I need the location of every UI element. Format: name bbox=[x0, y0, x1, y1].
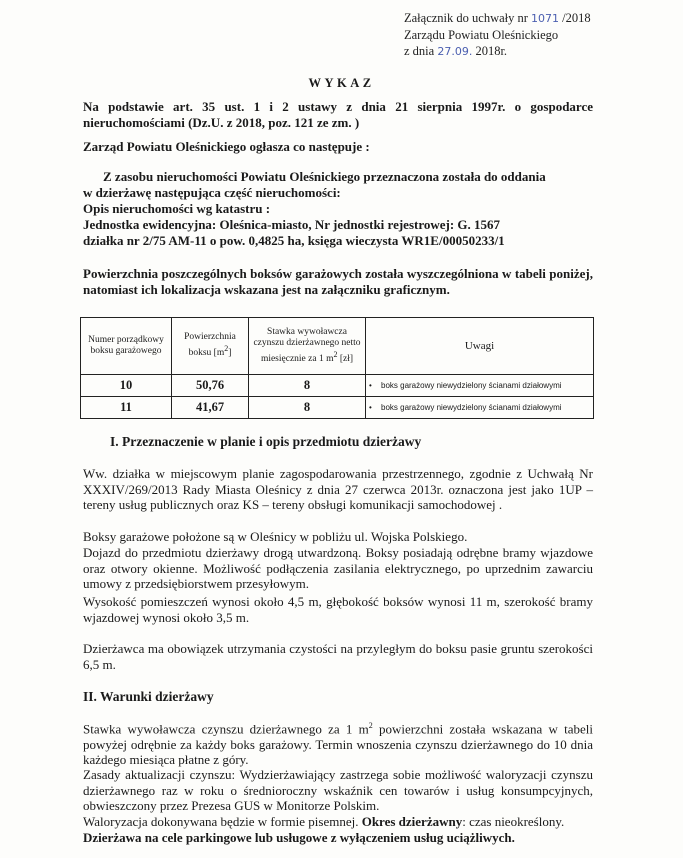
cell-remark: • boks garażowy niewydzielony ścianami działowymi bbox=[366, 375, 594, 397]
cell-rate: 8 bbox=[249, 397, 366, 419]
term-label: Okres dzierżawny bbox=[361, 814, 463, 829]
area-note: Powierzchnia poszczególnych boksów garażowych została wyszczególniona w tabeli poniżej, natomiast ich lokalizacja wskazana jest na załączniku graficznym. bbox=[83, 266, 593, 297]
rent-terms: Stawka wywoławcza czynszu dzierżawnego za 1 $m^2$ powierzchni została wskazana w tabeli powyżej odrębnie za każdy boks garażowy. Termin wnoszenia czynszu dzierżawnego do 10 dnia każdego miesiąca płatne z góry. bbox=[83, 721, 594, 768]
cell-remark: • boks garażowy niewydzielony ścianami działowymi bbox=[366, 397, 594, 419]
dimensions: Wysokość pomieszczeń wynosi około 4,5 m, głębokość boksów wynosi 11 m, szerokość bramy wjazdowej wynosi około 3,5 m. bbox=[83, 594, 593, 625]
attachment-header bbox=[404, 10, 591, 60]
table-row bbox=[81, 375, 594, 397]
legal-basis: Na podstawie art. 35 ust. 1 i 2 ustawy z dnia 21 sierpnia 1997r. o gospodarce nieruchomościami (Dz.U. z 2018, poz. 121 ze zm. ) bbox=[83, 99, 593, 130]
lease-line-2: w dzierżawę następująca część nieruchomości: bbox=[83, 185, 341, 200]
document-title: WYKAZ bbox=[308, 76, 375, 90]
tenant-duty: Dzierżawca ma obowiązek utrzymania czystości na przyległym do boksu pasie gruntu szerokości 6,5 m. bbox=[83, 641, 593, 672]
bullet-icon: • bbox=[369, 380, 372, 390]
valorisation: Waloryzacja dokonywana będzie w formie pisemnej. Okres dzierżawny: czas nieokreślony. bbox=[83, 814, 565, 829]
table-row bbox=[81, 397, 594, 419]
registry-unit: Jednostka ewidencyjna: Oleśnica-miasto, Nr jednostki rejestrowej: G. 1567 bbox=[83, 217, 501, 232]
lease-purpose: Dzierżawa na cele parkingowe lub usługowe z wyłączeniem usług uciążliwych. bbox=[83, 830, 515, 845]
rent-update: Zasady aktualizacji czynszu: Wydzierżawiający zastrzega sobie możliwość waloryzacji czynszu dzierżawnego raz w roku o średnioroczny wskaźnik cen towarów i usług konsumpcyjnych, obwieszczony przez Prezesa GUS w Monitorze Polskim. bbox=[83, 767, 593, 813]
announcement: Zarząd Powiatu Oleśnickiego ogłasza co następuje : bbox=[83, 139, 370, 154]
section-1-heading: I. Przeznaczenie w planie i opis przedmiotu dzierżawy bbox=[110, 434, 422, 449]
header-number: Numer porządkowy boksu garażowego bbox=[81, 318, 172, 375]
header-area: Powierzchnia boksu $[m^2]$ bbox=[172, 318, 249, 375]
section-2-heading: II. Warunki dzierżawy bbox=[83, 689, 214, 704]
plot-description: działka nr 2/75 AM-11 o pow. 0,4825 ha, księga wieczysta WR1E/00050233/1 bbox=[83, 233, 505, 248]
header-date-line: z dnia 27.09. 2018r. bbox=[404, 44, 508, 58]
header-resolution-line: Załącznik do uchwały nr 1071 /2018 bbox=[404, 11, 591, 25]
cell-number: 11 bbox=[81, 397, 172, 419]
table-header-row bbox=[81, 318, 594, 375]
garage-table bbox=[80, 317, 594, 419]
cadastre-label: Opis nieruchomości wg katastru : bbox=[83, 201, 271, 216]
cell-rate: 8 bbox=[249, 375, 366, 397]
bullet-icon: • bbox=[369, 402, 372, 412]
header-board-line: Zarządu Powiatu Oleśnickiego bbox=[404, 28, 559, 42]
header-remarks: Uwagi bbox=[366, 318, 594, 375]
cell-area: 50,76 bbox=[172, 375, 249, 397]
zoning-plan: Ww. działka w miejscowym planie zagospodarowania przestrzennego, zgodnie z Uchwałą Nr XXXIV/269/2013 Rady Miasta Oleśnicy z dnia 27 czerwca 2013r. oznaczona jest jako 1UP – tereny usług publicznych oraz KS – tereny obsługi komunikacji samochodowej . bbox=[83, 466, 593, 512]
access-description: Dojazd do przedmiotu dzierżawy drogą utwardzoną. Boksy posiadają odrębne bramy wjazdowe oraz otwory okienne. Możliwość podłączenia zasilania elektrycznego, po uprzednim zawarciu umowy z przedsiębiorstwem przesyłowym. bbox=[83, 545, 593, 591]
lease-line-1: Z zasobu nieruchomości Powiatu Oleśnickiego przeznaczona została do oddania bbox=[103, 169, 546, 184]
header-rate: Stawka wywoławcza czynszu dzierżawnego netto miesięcznie za 1 $m^2$ [zł] bbox=[249, 318, 366, 375]
handwritten-resolution-number: 1071 bbox=[531, 12, 560, 25]
cell-area: 41,67 bbox=[172, 397, 249, 419]
handwritten-date: 27.09. bbox=[437, 45, 473, 58]
location: Boksy garażowe położone są w Oleśnicy w pobliżu ul. Wojska Polskiego. bbox=[83, 529, 468, 544]
cell-number: 10 bbox=[81, 375, 172, 397]
